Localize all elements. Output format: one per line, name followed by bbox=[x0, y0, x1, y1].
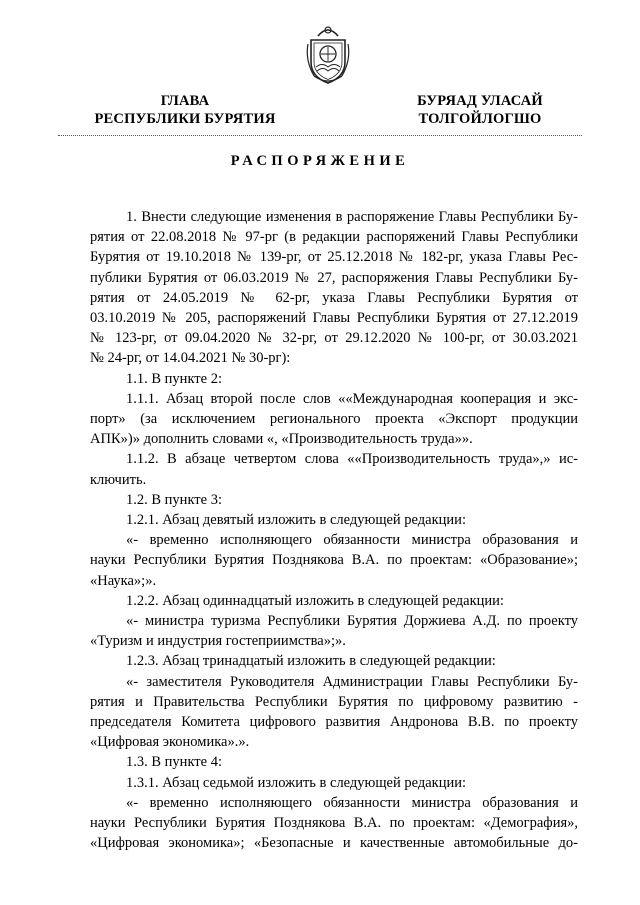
body-text-line: № 123-рг, от 09.04.2020 № 32-рг, от 29.12.2020 № 100-рг, от 30.03.2021 bbox=[90, 330, 578, 347]
body-text-line: рятия от 24.05.2019 № 62-рг, указа Главы Республики Бурятия от bbox=[90, 289, 578, 306]
issuer-line-1: ГЛАВА bbox=[160, 93, 210, 109]
body-text-line: «Наука»;». bbox=[90, 572, 157, 589]
body-text-line: «- временно исполняющего обязанности министра образования и bbox=[126, 532, 578, 549]
document-body bbox=[90, 207, 578, 854]
body-text-line: председателя Комитета цифрового развития Андронова В.В. по проекту bbox=[90, 714, 578, 731]
body-text-line: «- временно исполняющего обязанности министра образования и bbox=[126, 794, 578, 811]
body-text-line: 1.2.2. Абзац одиннадцатый изложить в следующей редакции: bbox=[126, 592, 504, 609]
issuer-name-russian bbox=[60, 92, 310, 128]
body-text-line: АПК»)» дополнить словами «, «Производительность труда»». bbox=[90, 431, 473, 448]
body-text-line: 1.2.3. Абзац тринадцатый изложить в следующей редакции: bbox=[126, 653, 496, 670]
body-text-line: ключить. bbox=[90, 471, 147, 488]
coat-of-arms-emblem bbox=[304, 22, 352, 86]
body-text-line: «- заместителя Руководителя Администрации Главы Республики Бу- bbox=[126, 673, 578, 690]
body-text-line: науки Республики Бурятия Позднякова В.А. по проектам: «Демография», bbox=[90, 815, 578, 832]
body-text-line: порт» (за исключением регионального проекта «Экспорт продукции bbox=[90, 411, 578, 428]
issuer-line-2: РЕСПУБЛИКИ БУРЯТИЯ bbox=[94, 111, 276, 127]
body-text-line: рятия и Правительства Республики Бурятия по цифровому развитию - bbox=[90, 693, 578, 710]
body-text-line: «Туризм и индустрия гостеприимства»;». bbox=[90, 633, 346, 650]
body-text-line: 1.1. В пункте 2: bbox=[126, 370, 222, 387]
body-text-line: 1.3. В пункте 4: bbox=[126, 754, 222, 771]
issuer-name-buryat bbox=[360, 92, 600, 128]
body-text-line: 03.10.2019 № 205, распоряжений Главы Республики Бурятия от 27.12.2019 bbox=[90, 310, 578, 327]
body-text-line: Бурятия от 19.10.2018 № 139-рг, от 25.12.2018 № 182-рг, указа Главы Рес- bbox=[90, 249, 578, 266]
header-divider bbox=[58, 135, 582, 136]
body-text-line: 1.1.2. В абзаце четвертом слова ««Производительность труда»,» ис- bbox=[126, 451, 578, 468]
body-text-line: № 24-рг, от 14.04.2021 № 30-рг): bbox=[90, 350, 291, 367]
body-text-line: рятия от 22.08.2018 № 97-рг (в редакции распоряжений Главы Республики bbox=[90, 229, 578, 246]
body-text-line: публики Бурятия от 06.03.2019 № 27, распоряжения Главы Республики Бу- bbox=[90, 269, 578, 286]
document-title: РАСПОРЯЖЕНИЕ bbox=[230, 153, 410, 169]
body-text-line: «Цифровая экономика»; «Безопасные и качественные автомобильные до- bbox=[90, 835, 578, 852]
body-text-line: 1.1.1. Абзац второй после слов ««Международная кооперация и экс- bbox=[126, 390, 578, 407]
body-text-line: 1.3.1. Абзац седьмой изложить в следующей редакции: bbox=[126, 774, 467, 791]
issuer-buryat-line-2: ТОЛГОЙЛОГШО bbox=[418, 111, 542, 127]
issuer-buryat-line-1: БУРЯАД УЛАСАЙ bbox=[417, 93, 543, 109]
body-text-line: 1.2. В пункте 3: bbox=[126, 491, 222, 508]
body-text-line: «Цифровая экономика».». bbox=[90, 734, 250, 751]
body-text-line: науки Республики Бурятия Позднякова В.А. по проектам: «Образование»; bbox=[90, 552, 578, 569]
body-text-line: «- министра туризма Республики Бурятия Доржиева А.Д. по проекту bbox=[126, 613, 578, 630]
body-text-line: 1.2.1. Абзац девятый изложить в следующей редакции: bbox=[126, 512, 466, 529]
body-text-line: 1. Внести следующие изменения в распоряжение Главы Республики Бу- bbox=[126, 209, 578, 225]
